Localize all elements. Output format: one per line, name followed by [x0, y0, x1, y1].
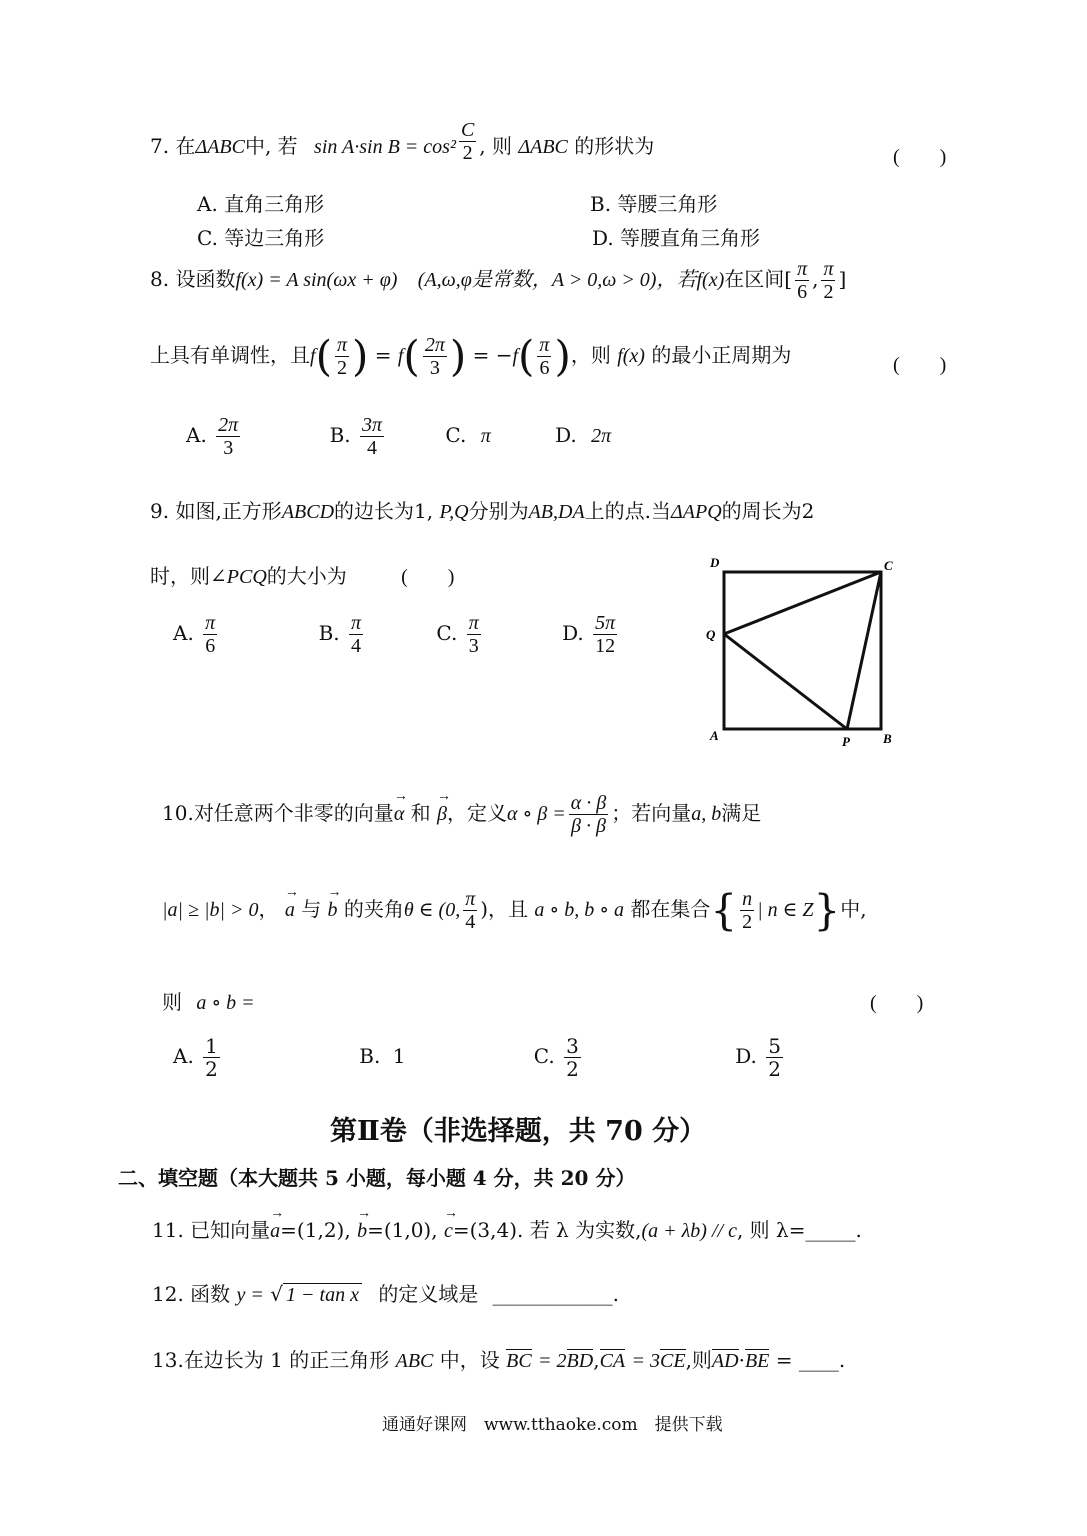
q9-line2: 时，则 [150, 564, 210, 588]
q13-v5: AD [711, 1350, 739, 1372]
q11-a-val: =(1,2), [280, 1218, 351, 1242]
q10-line-2: |a| ≥ |b| > 0， → a 与 → b 的夹角θ ∈ (0, $\frac{\pi}{4}$ )，且 a ∘ b, b ∘ a 都在集合{ $\frac{n}{2}$ | n ∈ Z}中, [162, 888, 867, 933]
q12-text: 函数 [190, 1282, 231, 1306]
q13-eq1: = 2 [538, 1350, 567, 1372]
q8-number: 8. [150, 267, 170, 291]
q13-v6: BE [744, 1350, 770, 1372]
q8-options [186, 414, 611, 459]
q8-line2-post: ，则 [570, 343, 611, 367]
q8-eq-b: $\frac{2\pi}{3}$ [424, 334, 445, 379]
q13-number: 13. [152, 1348, 184, 1372]
q7-text-end: 的形状为 [574, 134, 655, 158]
q13-abc: ABC [395, 1350, 434, 1372]
q10-option-a-label: A. [173, 1044, 194, 1068]
q10-cond: |a| ≥ |b| > 0 [162, 899, 259, 921]
q9-figure [700, 550, 910, 755]
q9-option-b: $\frac{\pi}{4}$ [350, 612, 362, 657]
q11-expr: (a + λb) // c [641, 1220, 737, 1242]
q12-sqrt-body: 1 − tan x [283, 1283, 362, 1306]
q8-interval-end: $\frac{\pi}{2}$ [823, 258, 834, 303]
part2-title: 第Ⅱ卷（非选择题，共 70 分） [330, 1116, 707, 1147]
q10-theta-end: ) [480, 897, 489, 921]
label-a: A [710, 728, 719, 743]
label-d: D [710, 555, 720, 570]
q9-line-1 [150, 495, 814, 524]
q10-option-d: $\frac{5}{2}$ [768, 1034, 781, 1081]
q8-line2-pre: 上具有单调性，且 [150, 343, 310, 367]
q10-and: 和 [410, 801, 431, 825]
segment-pc [847, 572, 881, 729]
q11-text: 已知向量 [190, 1218, 271, 1242]
q8-option-c: π [480, 425, 491, 447]
q10-b1: → b [328, 899, 338, 922]
q9-line1: 如图,正方形 [175, 499, 282, 523]
q10-line-1 [162, 792, 761, 837]
q9-square: ABCD [281, 501, 335, 523]
q12-number: 12. [152, 1282, 184, 1306]
q10-option-d-label: D. [735, 1044, 757, 1068]
page-footer: 通通好课网 www.tthaoke.com 提供下载 [382, 1415, 723, 1435]
q8-answer-paren: ( ) [893, 354, 947, 376]
q10-answer-paren: ( ) [870, 992, 924, 1014]
q11-c-val: =(3,4). [452, 1218, 524, 1242]
q8-option-b: $\frac{3\pi}{4}$ [361, 414, 383, 459]
q12-sqrt-sign: √ [270, 1282, 284, 1306]
q10-theta-frac: $\frac{\pi}{4}$ [465, 888, 476, 933]
q13-v3: CA [599, 1350, 626, 1372]
q9-line2b: 的大小为 [266, 564, 347, 588]
q9-line1d: 上的点.当 [584, 499, 672, 523]
q13-line [152, 1344, 845, 1373]
q11-c: → c [444, 1220, 453, 1243]
q7-answer-paren: ( ) [893, 146, 947, 168]
q10-ab: a, b [691, 803, 722, 825]
q10-line2-d: 都在集合 [630, 897, 711, 921]
q9-option-d: $\frac{5\pi}{12}$ [595, 612, 616, 657]
q10-line2-b: ， [258, 897, 279, 921]
q8-option-d-label: D. [555, 423, 577, 447]
q13-v2: BD [566, 1350, 594, 1372]
q7-text-mid: 中, 若 [244, 134, 298, 158]
q9-abda: AB,DA [528, 501, 585, 523]
q8-option-d: 2π [591, 425, 612, 447]
q10-line2-c: ，且 [488, 897, 529, 921]
q9-option-d-label: D. [562, 621, 584, 645]
segment-qp [724, 634, 847, 729]
q13-v1: BC [506, 1350, 532, 1372]
q11-text2: 若 λ 为实数, [529, 1218, 642, 1242]
q10-def: ，定义 [447, 801, 507, 825]
q9-option-b-label: B. [318, 621, 340, 645]
q7-text-pre: 在 [175, 134, 196, 158]
q8-condition: (A,ω,φ是常数，A > 0,ω > 0)，若 [417, 269, 697, 291]
q13-text2: 中，设 [439, 1348, 500, 1372]
q8-interval-text: 在区间 [724, 267, 785, 291]
q9-option-a: $\frac{\pi}{6}$ [205, 612, 216, 657]
q9-angle: ∠PCQ [210, 566, 267, 588]
q9-options [173, 612, 620, 657]
q10-line2-e: 中, [840, 897, 867, 921]
q8-option-c-label: C. [445, 423, 467, 447]
q8-function: f(x) = A sin(ωx + φ) [235, 269, 398, 291]
q10-option-a: $\frac{1}{2}$ [205, 1034, 218, 1081]
q7-number: 7. [150, 134, 170, 158]
q12-text2: 的定义域是 [378, 1282, 479, 1306]
q10-line1: 对任意两个非零的向量 [193, 801, 394, 825]
q9-number: 9. [150, 499, 170, 523]
segment-qc [724, 572, 881, 634]
q8-interval-start: $\frac{\pi}{6}$ [797, 258, 808, 303]
q10-option-c-label: C. [533, 1044, 555, 1068]
q10-line1-end: ；若向量 [611, 801, 692, 825]
q8-line2-end: 的最小正周期为 [651, 343, 792, 367]
q7-triangle: ΔABC [195, 136, 245, 158]
q11-line [152, 1214, 862, 1243]
q8-option-b-label: B. [329, 423, 351, 447]
q10-set-frac: $\frac{n}{2}$ [742, 888, 753, 933]
q13-comma: , [593, 1348, 600, 1372]
label-b: B [883, 731, 892, 746]
q12-line [152, 1278, 619, 1307]
label-c: C [884, 558, 893, 573]
q10-line3-expr: a ∘ b = [196, 992, 255, 1014]
q10-line3: 则 [162, 990, 182, 1014]
q13-text: 在边长为 1 的正三角形 [183, 1348, 390, 1372]
q8-option-a: $\frac{2\pi}{3}$ [218, 414, 239, 459]
q7-line [150, 119, 655, 164]
q7-option-d: D. 等腰直角三角形 [592, 226, 761, 250]
q8-fx-2: f(x) [617, 345, 645, 367]
q8-option-a-label: A. [186, 423, 207, 447]
q13-dot: · [738, 1348, 745, 1372]
q10-option-b: 1 [392, 1044, 406, 1068]
q12-blank: ____________. [492, 1282, 620, 1306]
q10-theta: θ ∈ (0, [403, 899, 461, 921]
q10-sat: 满足 [721, 801, 762, 825]
q8-eq-a: $\frac{\pi}{2}$ [336, 334, 347, 379]
q10-alpha: → α [394, 803, 405, 826]
q10-set-cond: | n ∈ Z [757, 899, 814, 921]
q7-option-b: B. 等腰三角形 [590, 192, 718, 216]
q9-line1e: 的周长为2 [721, 499, 815, 523]
label-q: Q [706, 627, 716, 642]
q9-answer-paren: ( ) [401, 566, 455, 588]
q10-beta: → β [437, 803, 447, 826]
q7-formula: sin A·sin B = cos² [314, 136, 456, 158]
q10-jiajiao: 的夹角 [343, 897, 404, 921]
q7-option-c: C. 等边三角形 [197, 226, 325, 250]
q13-text4: = ____. [775, 1348, 846, 1372]
q9-pq: P,Q [439, 501, 469, 523]
q10-option-c: $\frac{3}{2}$ [566, 1034, 579, 1081]
q13-v4: CE [660, 1350, 686, 1372]
section2-heading: 二、填空题（本大题共 5 小题，每小题 4 分，共 20 分） [118, 1166, 636, 1190]
q11-b-val: =(1,0), [367, 1218, 438, 1242]
q11-number: 11. [152, 1218, 184, 1242]
q9-option-a-label: A. [173, 621, 194, 645]
q10-line-3 [162, 986, 255, 1015]
q13-text3: ,则 [685, 1348, 712, 1372]
q12-expr-pre: y = [236, 1284, 264, 1306]
q9-line-2 [150, 560, 454, 589]
q11-b: → b [357, 1220, 367, 1243]
q8-line-2: 上具有单调性，且f( $\frac{\pi}{2}$ ) = f( $\frac{2\pi}{3}$ ) = −f( $\frac{\pi}{6}$ )，则 f(x) 的最小正周期为 [150, 331, 792, 381]
q9-line1c: 分别为 [468, 499, 529, 523]
q10-options [173, 1035, 786, 1080]
q9-apq: ΔAPQ [671, 501, 722, 523]
q10-number: 10. [162, 801, 194, 825]
q8-fx: f(x) [696, 269, 725, 291]
q10-a1: → a [285, 899, 295, 922]
q11-a: → a [270, 1220, 280, 1243]
q10-yu: 与 [301, 897, 322, 921]
q7-fraction: $\frac{C}{2}$ [460, 119, 475, 164]
q9-option-c: $\frac{\pi}{3}$ [468, 612, 479, 657]
q9-line1b: 的边长为1, [334, 499, 434, 523]
q8-eq-c: $\frac{\pi}{6}$ [539, 334, 550, 379]
q9-option-c-label: C. [436, 621, 458, 645]
q10-def-fraction: $\frac{\alpha \cdot \beta}{\beta \cdot \beta}$ [570, 792, 607, 837]
q11-text3: , 则 λ=_____. [736, 1218, 862, 1242]
q7-triangle-2: ΔABC [518, 136, 568, 158]
label-p: P [842, 734, 850, 749]
q7-text-post: , 则 [479, 134, 513, 158]
q10-option-b-label: B. [359, 1044, 381, 1068]
q7-option-a: A. 直角三角形 [197, 192, 325, 216]
q8-line-1: 8. 设函数f(x) = A sin(ωx + φ) (A,ω,φ是常数，A > 0,ω > 0)，若f(x)在区间[ $\frac{\pi}{6}$ , $\frac{\pi}{2}$ ] [150, 258, 847, 303]
q8-line1-pre: 设函数 [175, 267, 236, 291]
q10-operator: α ∘ β = [507, 803, 566, 825]
q13-eq2: = 3 [631, 1350, 660, 1372]
q10-aob: a ∘ b, b ∘ a [534, 899, 625, 921]
